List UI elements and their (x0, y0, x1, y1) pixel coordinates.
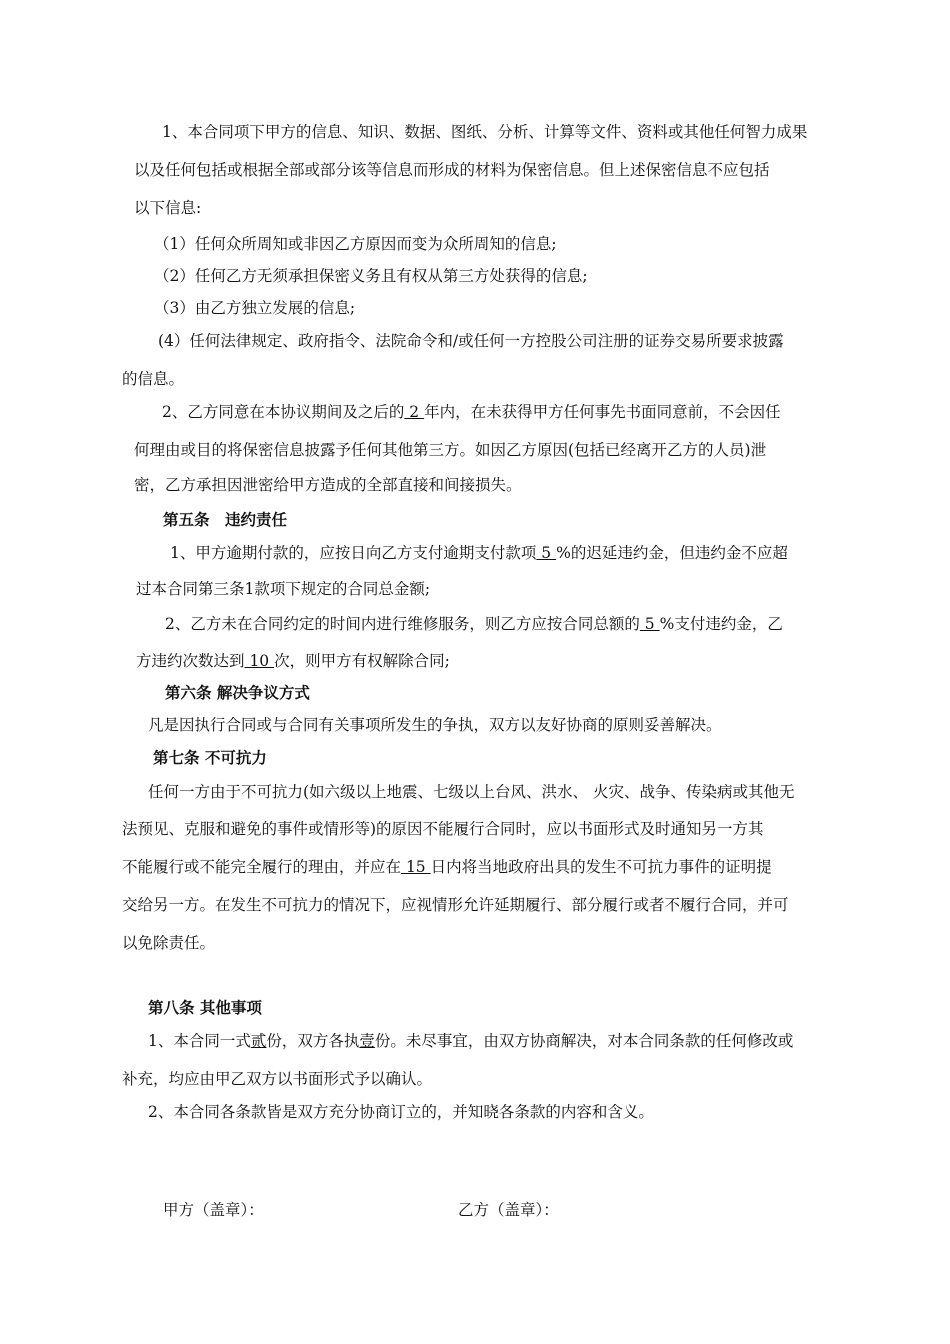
clause8-p2: 2、本合同各条款皆是双方充分协商订立的，并知晓各条款的内容和含义。 (148, 1103, 654, 1121)
clause7-line4: 交给另一方。在发生不可抗力的情况下，应视情形允许延期履行、部分履行或者不履行合同，并可 (122, 896, 789, 914)
clause5-p2-text-a: 2、乙方未在合同约定的时间内进行维修服务，则乙方应按合同总额的 (165, 615, 640, 633)
confidential-p2-line1 (162, 401, 781, 423)
confidential-item-4-line2: 的信息。 (122, 370, 185, 388)
confidential-p1-line1: 1、本合同项下甲方的信息、知识、数据、图纸、分析、计算等文件、资料或其他任何智力成果 (162, 123, 808, 141)
confidential-years-blank: 2 (404, 403, 425, 421)
clause5-default-count-blank: 10 (244, 652, 275, 670)
clause5-p1-text-b: %的迟延违约金，但违约金不应超 (556, 544, 788, 562)
clause5-p1-text-a: 1、甲方逾期付款的，应按日向乙方支付逾期支付款项 (170, 544, 537, 562)
clause7-days-blank: 15 (401, 858, 431, 876)
party-a-seal-label: 甲方（盖章）： (163, 1201, 264, 1219)
clause5-p2-text-b: %支付违约金，乙 (659, 615, 783, 633)
confidential-item-2: （2）任何乙方无须承担保密义务且有权从第三方处获得的信息; (154, 267, 588, 285)
clause5-default-rate-blank: 5 (639, 615, 660, 633)
confidential-p2-text-a: 2、乙方同意在本协议期间及之后的 (162, 403, 405, 421)
clause5-p2-line2 (136, 650, 450, 672)
confidential-item-1: （1）任何众所周知或非因乙方原因而变为众所周知的信息; (154, 235, 557, 253)
clause7-line5: 以免除责任。 (122, 934, 216, 952)
confidential-p2-line2: 何理由或目的将保密信息披露予任何其他第三方。如因乙方原因(包括已经离开乙方的人员)泄 (134, 441, 767, 459)
clause8-copies-value: 贰 (250, 1032, 267, 1050)
clause5-p2-text-c: 方违约次数达到 (136, 652, 245, 670)
confidential-item-4-line1: (4）任何法律规定、政府指令、法院命令和/或任何一方控股公司注册的证券交易所要求披露 (158, 332, 784, 350)
clause6-title: 第六条 解决争议方式 (165, 683, 310, 702)
confidential-p2-text-b: 年内，在未获得甲方任何事先书面同意前，不会因任 (424, 403, 781, 421)
confidential-p1-line3: 以下信息: (134, 199, 202, 217)
clause8-text-c: 份。未尽事宜，由双方协商解决，对本合同条款的任何修改或 (374, 1032, 794, 1050)
clause5-p1-line1 (170, 542, 788, 564)
confidential-p2-line3: 密，乙方承担因泄密给甲方造成的全部直接和间接损失。 (134, 476, 522, 494)
clause5-title: 第五条 违约责任 (163, 510, 288, 529)
clause5-p2-text-d: 次，则甲方有权解除合同; (274, 652, 450, 670)
clause7-line2: 法预见、克服和避免的事件或情形等)的原因不能履行合同时，应以书面形式及时通知另一方其 (122, 820, 764, 838)
clause7-line1: 任何一方由于不可抗力(如六级以上地震、七级以上台风、洪水、 火灾、战争、传染病或其他无 (148, 783, 795, 801)
clause8-p1-line1 (148, 1030, 793, 1052)
clause5-penalty-rate-blank: 5 (536, 544, 557, 562)
clause7-text-b: 日内将当地政府出具的发生不可抗力事件的证明提 (430, 858, 772, 876)
clause8-text-b: 份，双方各执 (266, 1032, 360, 1050)
clause8-title: 第八条 其他事项 (148, 998, 262, 1017)
clause8-p1-line2: 补充，均应由甲乙双方以书面形式予以确认。 (122, 1070, 433, 1088)
clause5-p1-line2: 过本合同第三条1款项下规定的合同总金额; (136, 580, 431, 598)
clause8-each-value: 壹 (359, 1032, 375, 1050)
party-b-seal-label: 乙方（盖章）： (458, 1201, 559, 1219)
clause8-text-a: 1、本合同一式 (148, 1032, 251, 1050)
clause6-p1: 凡是因执行合同或与合同有关事项所发生的争执，双方以友好协商的原则妥善解决。 (148, 716, 722, 734)
confidential-p1-line2: 以及任何包括或根据全部或部分该等信息而形成的材料为保密信息。但上述保密信息不应包括 (134, 161, 770, 179)
clause5-p2-line1 (165, 613, 783, 635)
confidential-item-3: （3）由乙方独立发展的信息; (154, 299, 356, 317)
clause7-title: 第七条 不可抗力 (153, 748, 267, 767)
clause7-text-a: 不能履行或不能完全履行的理由，并应在 (122, 858, 402, 876)
clause7-line3 (122, 856, 772, 878)
